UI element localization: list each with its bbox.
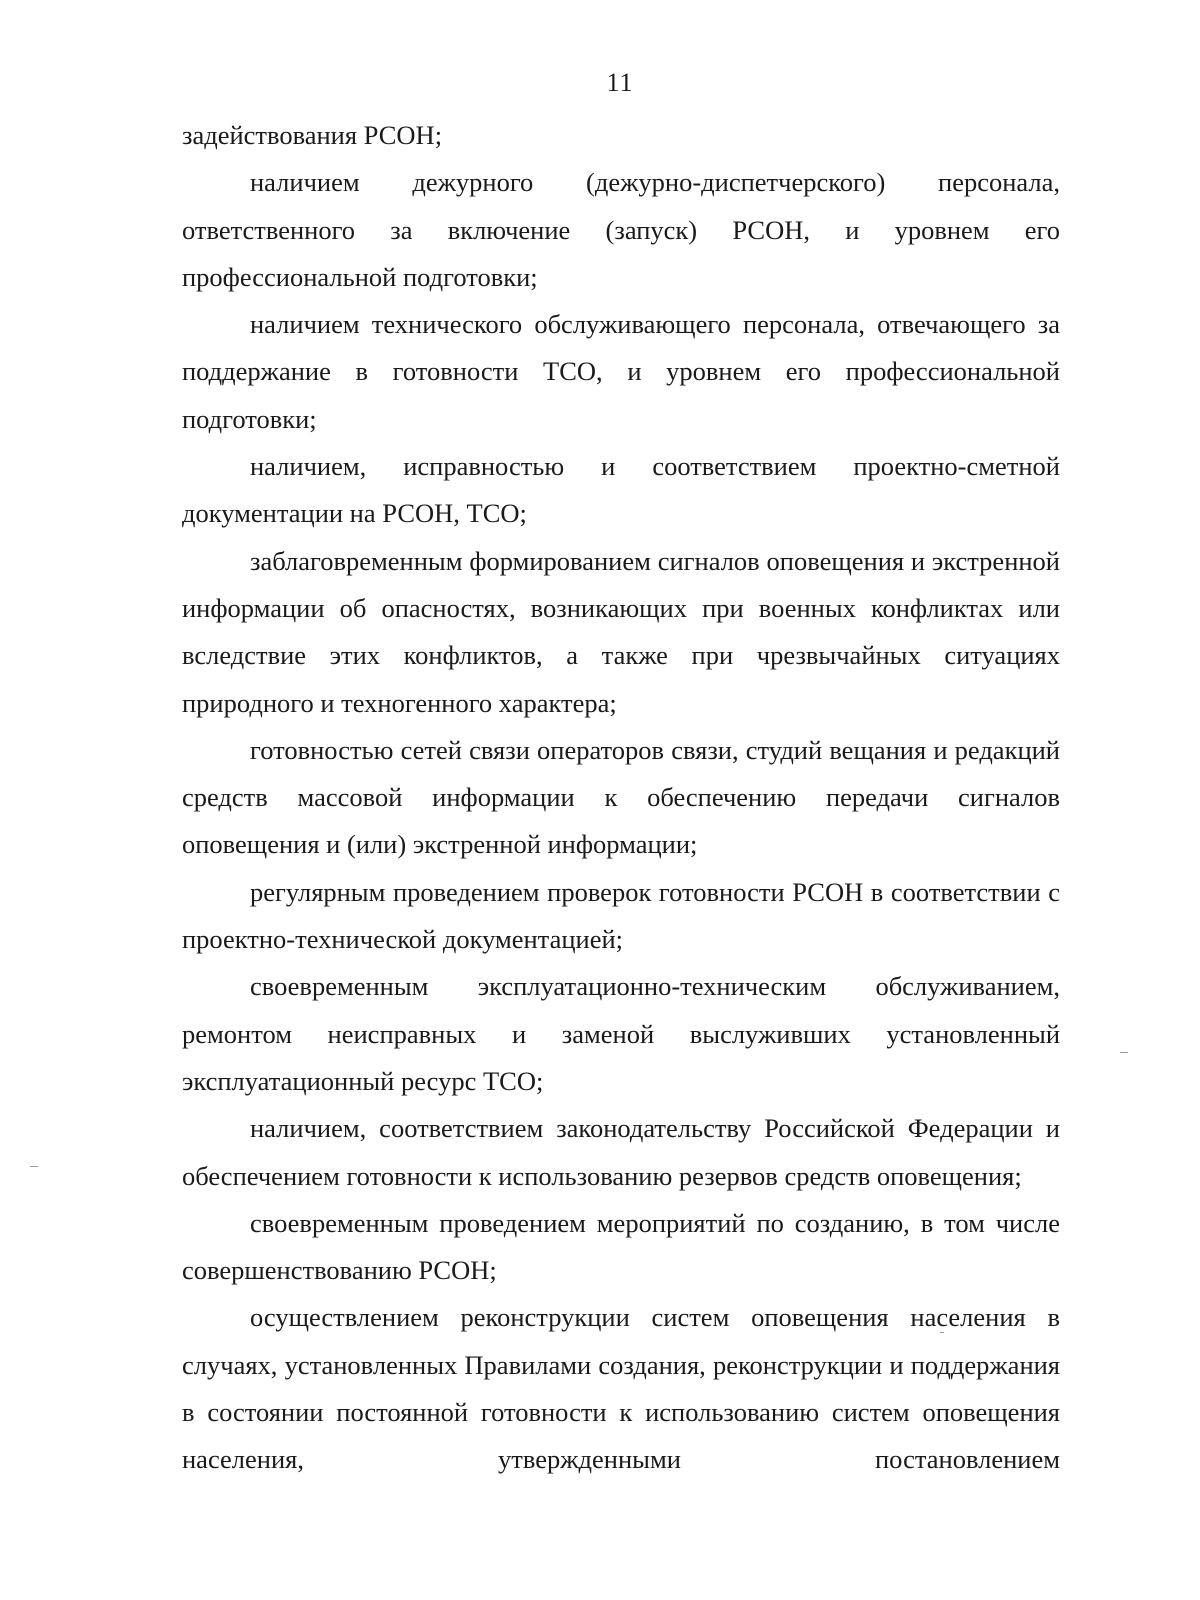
paragraph: готовностью сетей связи операторов связи, студий вещания и редакций средств массовой информации к обеспечению передачи сигналов оповещения и (или) экстренной информации; <box>182 734 1060 860</box>
paragraph: своевременным эксплуатационно-техническим обслуживанием, ремонтом неисправных и заменой выслуживших установленный эксплуатационный ресурс ТСО; <box>182 971 1060 1096</box>
page-number: 11 <box>606 68 634 97</box>
paragraph: заблаговременным формированием сигналов оповещения и экстренной информации об опасностях, возникающих при военных конфликтах или вследствие этих конфликтов, а также при чрезвычайных ситуациях природного и техногенного характера; <box>182 545 1060 718</box>
scan-artifact-mark <box>30 1166 38 1167</box>
paragraph: наличием дежурного (дежурно-диспетчерского) персонала, ответственного за включение (запуск) РСОН, и уровнем его профессиональной подготовки; <box>182 167 1060 292</box>
scan-artifact-mark <box>940 1332 944 1333</box>
paragraph-continues-next-page: осуществлением реконструкции систем оповещения населения в случаях, установленных Правилами создания, реконструкции и поддержания в состоянии постоянной готовности к использованию систем оповещения населения, утвержденными постановлением <box>182 1302 1060 1475</box>
paragraph: своевременным проведением мероприятий по созданию, в том числе совершенствованию РСОН; <box>182 1207 1060 1286</box>
paragraph: регулярным проведением проверок готовности РСОН в соответствии с проектно-технической документацией; <box>182 876 1060 955</box>
paragraph-continuation: задействования РСОН; <box>182 120 443 150</box>
scan-artifact-mark <box>1120 1052 1128 1053</box>
document-body <box>182 112 1060 1484</box>
paragraph: наличием технического обслуживающего персонала, отвечающего за поддержание в готовности ТСО, и уровнем его профессиональной подготовки; <box>182 309 1060 434</box>
paragraph: наличием, исправностью и соответствием проектно-сметной документации на РСОН, ТСО; <box>182 451 1060 529</box>
paragraph: наличием, соответствием законодательству Российской Федерации и обеспечением готовности к использованию резервов средств оповещения; <box>182 1113 1060 1191</box>
